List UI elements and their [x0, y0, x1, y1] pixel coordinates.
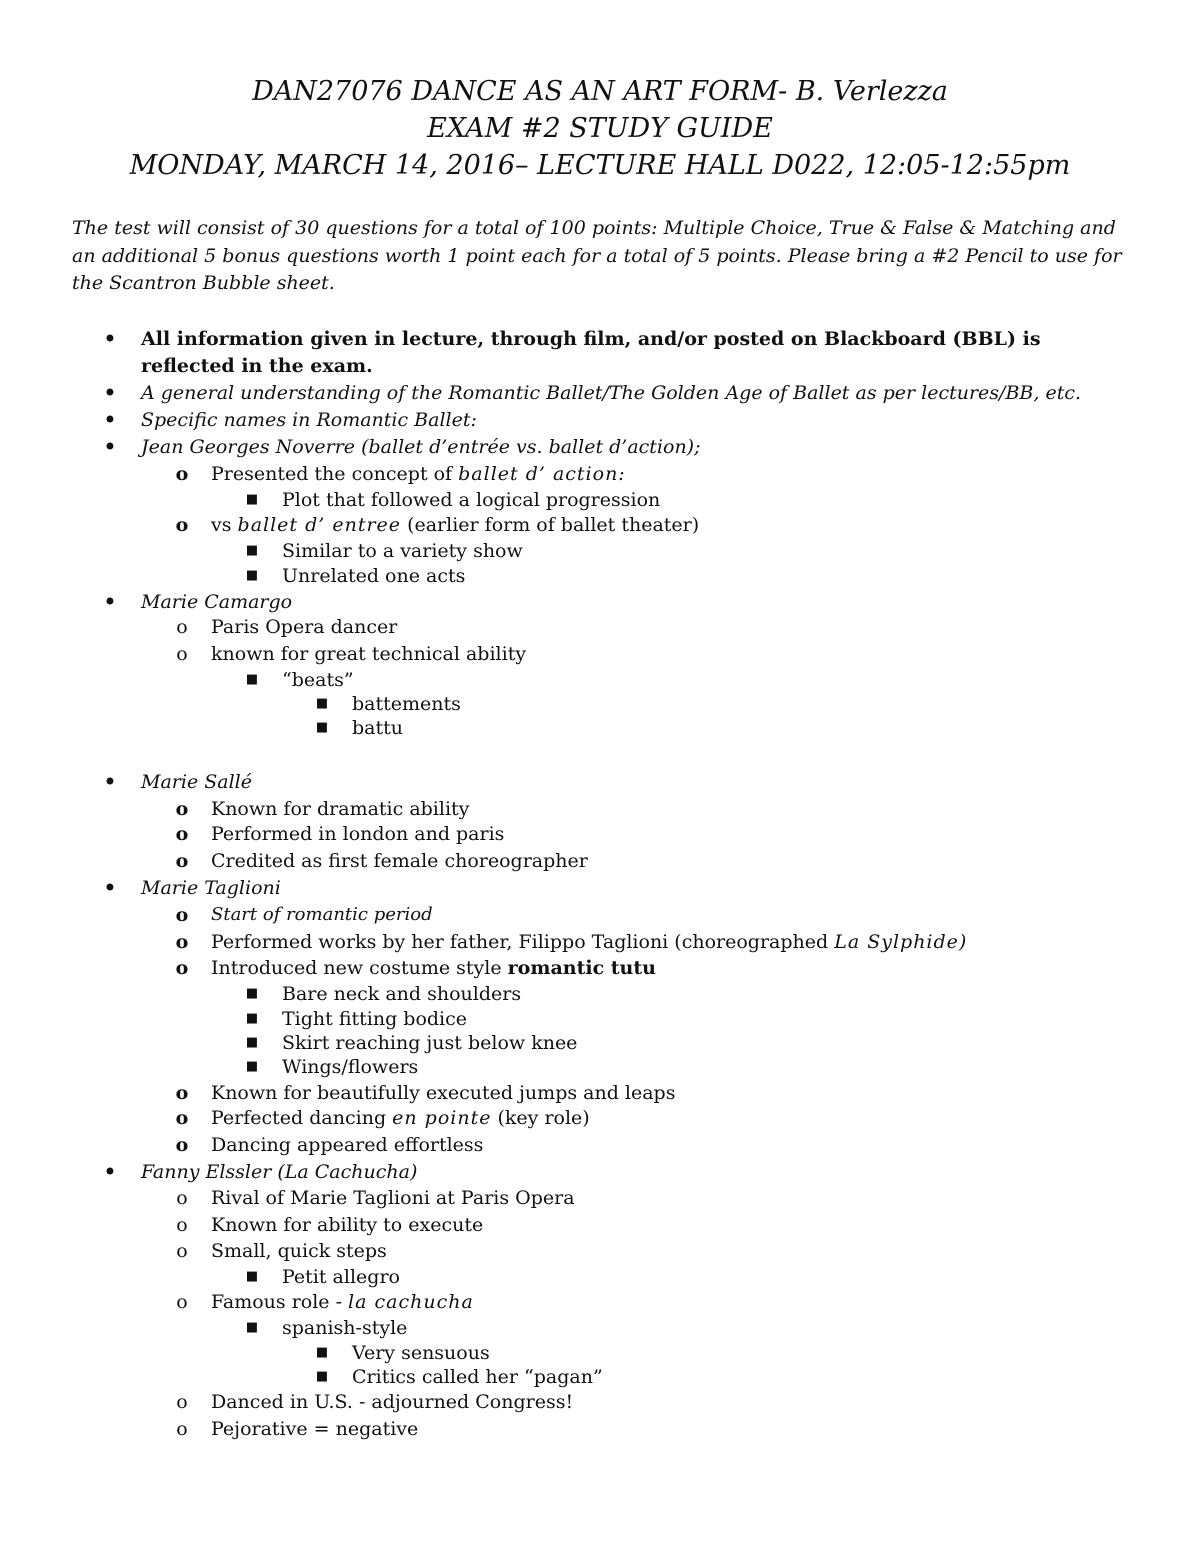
camargo-beat1: battements — [352, 693, 461, 715]
taglioni-item3-text: Introduced new costume style — [211, 957, 508, 979]
circle-bullet-icon: o — [176, 643, 188, 665]
noverre-action-sub: Plot that followed a logical progression — [282, 489, 661, 511]
elssler-item4-sub: spanish-style — [282, 1317, 408, 1339]
bullet-icon: • — [102, 379, 118, 407]
tutu-feature: Bare neck and shoulders — [282, 983, 522, 1005]
square-bullet-icon: ■ — [245, 672, 259, 687]
circle-bullet-icon: o — [176, 1291, 188, 1313]
bullet-icon: • — [102, 588, 118, 616]
square-bullet-icon: ■ — [245, 1269, 259, 1284]
circle-bullet-icon: o — [176, 1391, 188, 1413]
square-bullet-icon: ■ — [315, 1345, 329, 1360]
la-cachucha-term: la cachucha — [348, 1291, 474, 1313]
square-bullet-icon: ■ — [315, 1369, 329, 1384]
noverre-entree-term: ballet d’ entree — [237, 514, 402, 536]
elssler-item4-sub2: Critics called her “pagan” — [352, 1366, 603, 1388]
title-line-1: DAN27076 DANCE AS AN ART FORM- B. Verlezza — [252, 76, 948, 107]
bullet-general-line1: All information given in lecture, through film, and/or posted on Blackboard (BBL) is — [141, 328, 1041, 350]
taglioni-item2 — [211, 929, 967, 955]
circle-bullet-icon: o — [175, 904, 189, 926]
taglioni-item5 — [211, 1105, 590, 1131]
elssler-item6: Pejorative = negative — [211, 1418, 419, 1440]
elssler-item4-sub1: Very sensuous — [352, 1342, 490, 1364]
taglioni-item1: Start of romantic period — [211, 904, 433, 925]
circle-bullet-icon: o — [176, 1418, 188, 1440]
bullet-names: Specific names in Romantic Ballet: — [141, 409, 477, 431]
bullet-icon: • — [102, 406, 118, 434]
circle-bullet-icon: o — [175, 514, 189, 536]
noverre-entree-sub1: Similar to a variety show — [282, 540, 523, 562]
circle-bullet-icon: o — [175, 798, 189, 820]
en-pointe-term: en pointe — [392, 1107, 492, 1129]
square-bullet-icon: ■ — [245, 1059, 259, 1074]
circle-bullet-icon: o — [175, 1107, 189, 1129]
square-bullet-icon: ■ — [245, 1011, 259, 1026]
salle-item1: Known for dramatic ability — [211, 798, 470, 820]
square-bullet-icon: ■ — [245, 543, 259, 558]
noverre-entree — [211, 512, 699, 538]
circle-bullet-icon: o — [175, 931, 189, 953]
noverre-entree-sub2: Unrelated one acts — [282, 565, 466, 587]
bullet-icon: • — [102, 874, 118, 902]
elssler-item1: Rival of Marie Taglioni at Paris Opera — [211, 1187, 575, 1209]
square-bullet-icon: ■ — [245, 492, 259, 507]
taglioni-item2-text: Performed works by her father, Filippo Taglioni (choreographed — [211, 931, 835, 953]
elssler-item3: Small, quick steps — [211, 1240, 387, 1262]
square-bullet-icon: ■ — [245, 1320, 259, 1335]
romantic-tutu-term: romantic tutu — [507, 957, 656, 979]
taglioni-item6: Dancing appeared effortless — [211, 1134, 484, 1156]
circle-bullet-icon: o — [175, 1082, 189, 1104]
title-line-3: MONDAY, MARCH 14, 2016– LECTURE HALL D022, 12:05-12:55pm — [129, 150, 1071, 181]
camargo-beats: “beats” — [282, 669, 354, 691]
bullet-icon: • — [102, 768, 118, 796]
circle-bullet-icon: o — [175, 463, 189, 485]
camargo-item1: Paris Opera dancer — [211, 616, 398, 638]
camargo-item2: known for great technical ability — [211, 643, 527, 665]
elssler-item4-pre: Famous role - — [211, 1291, 349, 1313]
elssler-name: Fanny Elssler (La Cachucha) — [141, 1161, 418, 1183]
salle-item3: Credited as first female choreographer — [211, 850, 588, 872]
title-line-2: EXAM #2 STUDY GUIDE — [427, 113, 773, 144]
intro-paragraph: The test will consist of 30 questions for a total of 100 points: Multiple Choice, True & False & Matching and an additional 5 bonus questions worth 1 point each for a total of 5 points. Please bring a #2 Pencil to use for the Scantron Bubble sheet. — [72, 217, 1122, 294]
tutu-feature: Skirt reaching just below knee — [282, 1032, 578, 1054]
salle-item2: Performed in london and paris — [211, 823, 505, 845]
noverre-action — [211, 461, 626, 487]
taglioni-item4: Known for beautifully executed jumps and leaps — [211, 1082, 676, 1104]
bullet-icon: • — [102, 1158, 118, 1186]
noverre-entree-pre: vs — [211, 514, 238, 536]
circle-bullet-icon: o — [175, 957, 189, 979]
square-bullet-icon: ■ — [315, 696, 329, 711]
taglioni-item3 — [211, 955, 656, 981]
taglioni-item5-pre: Perfected dancing — [211, 1107, 393, 1129]
elssler-item4 — [211, 1289, 474, 1315]
salle-name: Marie Sallé — [141, 771, 252, 793]
noverre-action-text: Presented the concept of — [211, 463, 459, 485]
camargo-beat2: battu — [352, 717, 403, 739]
bullet-icon: • — [102, 325, 118, 353]
circle-bullet-icon: o — [175, 1134, 189, 1156]
elssler-item2: Known for ability to execute — [211, 1214, 484, 1236]
circle-bullet-icon: o — [176, 1240, 188, 1262]
square-bullet-icon: ■ — [245, 986, 259, 1001]
noverre-name: Jean Georges Noverre (ballet d’entrée vs. ballet d’action); — [141, 436, 701, 458]
bullet-general-line2: reflected in the exam. — [141, 355, 373, 377]
taglioni-name: Marie Taglioni — [141, 877, 281, 899]
tutu-feature: Tight fitting bodice — [282, 1008, 468, 1030]
square-bullet-icon: ■ — [245, 1035, 259, 1050]
tutu-feature: Wings/flowers — [282, 1056, 419, 1078]
noverre-entree-post: (earlier form of ballet theater) — [401, 514, 700, 536]
square-bullet-icon: ■ — [245, 568, 259, 583]
noverre-action-term: ballet d’ action: — [458, 463, 626, 485]
circle-bullet-icon: o — [176, 1214, 188, 1236]
taglioni-item5-post: (key role) — [491, 1107, 590, 1129]
circle-bullet-icon: o — [175, 823, 189, 845]
circle-bullet-icon: o — [175, 850, 189, 872]
elssler-item3-sub: Petit allegro — [282, 1266, 400, 1288]
camargo-name: Marie Camargo — [141, 591, 293, 613]
elssler-item5: Danced in U.S. - adjourned Congress! — [211, 1391, 574, 1413]
bullet-icon: • — [102, 433, 118, 461]
la-sylphide-title: La Sylphide) — [834, 931, 968, 953]
square-bullet-icon: ■ — [315, 720, 329, 735]
circle-bullet-icon: o — [176, 616, 188, 638]
bullet-romantic: A general understanding of the Romantic Ballet/The Golden Age of Ballet as per lectures/BB, etc. — [141, 382, 1082, 404]
circle-bullet-icon: o — [176, 1187, 188, 1209]
